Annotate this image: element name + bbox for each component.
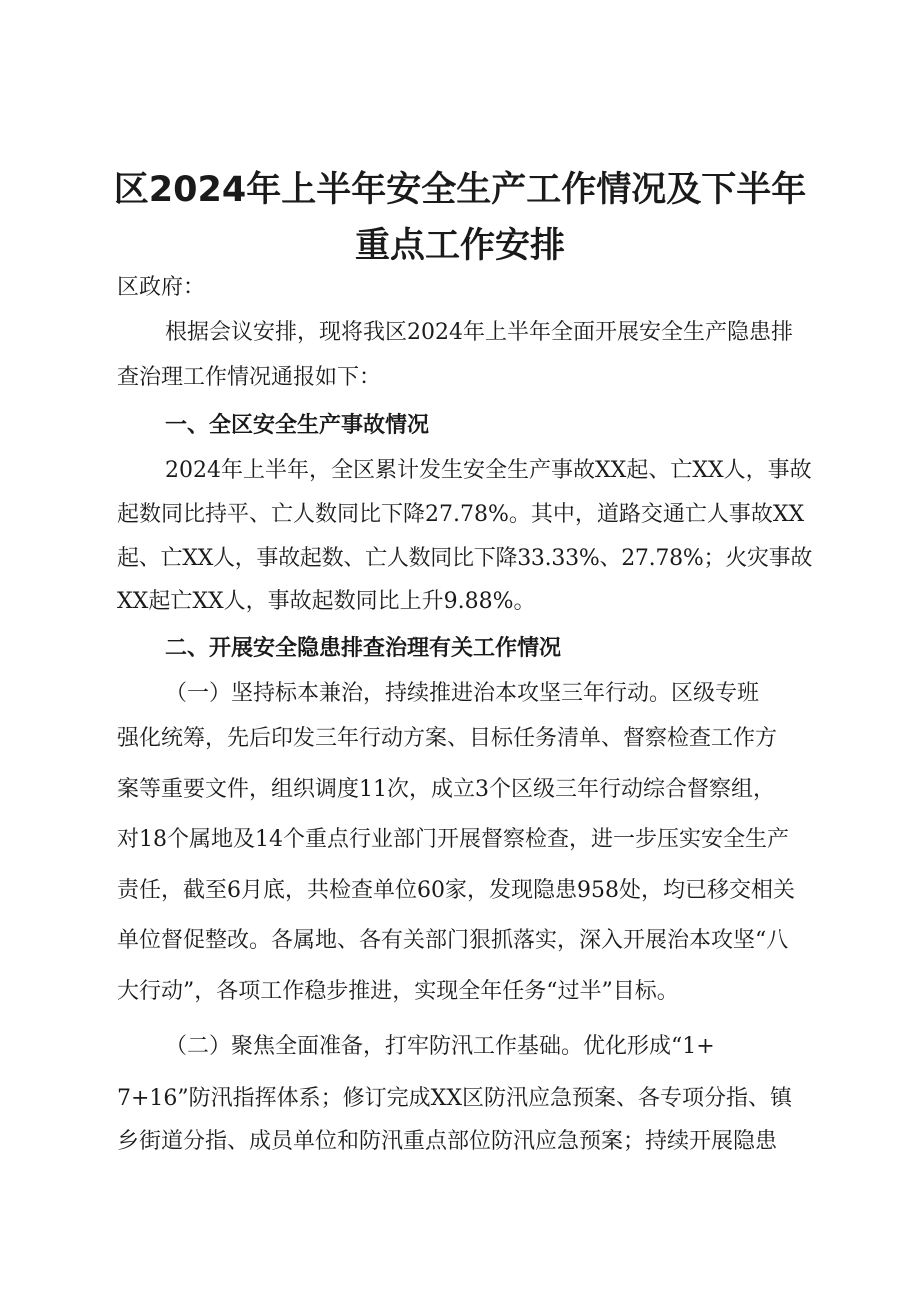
section-1-line-2: 起数同比持平、亡人数同比下降27.78%。其中，道路交通亡人事故XX (117, 502, 805, 527)
section-1-line-1: 2024年上半年，全区累计发生安全生产事故XX起、亡XX人，事故 (165, 458, 812, 483)
section-2-para-2-line-3: 乡街道分指、成员单位和防汛重点部位防汛应急预案；持续开展隐患 (117, 1129, 778, 1154)
section-2-para-1-line-5: 责任，截至6月底，共检查单位60家，发现隐患958处，均已移交相关 (117, 878, 795, 903)
intro-line-1: 根据会议安排，现将我区2024年上半年全面开展安全生产隐患排 (165, 320, 793, 345)
document-title-line-1: 区2024年上半年安全生产工作情况及下半年 (113, 170, 807, 210)
section-2-para-1-line-4: 对18个属地及14个重点行业部门开展督察检查，进一步压实安全生产 (117, 827, 789, 852)
section-2-para-1-line-7: 大行动”，各项工作稳步推进，实现全年任务“过半”目标。 (117, 979, 679, 1004)
section-2-para-2-line-1: （二）聚焦全面准备，打牢防汛工作基础。优化形成“1+ (165, 1034, 715, 1059)
section-2-para-2-line-2: 7+16”防汛指挥体系；修订完成XX区防汛应急预案、各专项分指、镇 (117, 1086, 792, 1111)
section-2-para-1-line-2: 强化统筹，先后印发三年行动方案、目标任务清单、督察检查工作方 (117, 726, 778, 751)
section-2-para-1-line-3: 案等重要文件，组织调度11次，成立3个区级三年行动综合督察组， (117, 777, 775, 802)
salutation: 区政府： (117, 275, 206, 300)
section-2-heading: 二、开展安全隐患排查治理有关工作情况 (165, 636, 562, 661)
section-1-line-3: 起、亡XX人，事故起数、亡人数同比下降33.33%、27.78%；火灾事故 (117, 546, 813, 571)
section-2-para-1-line-6: 单位督促整改。各属地、各有关部门狠抓落实，深入开展治本攻坚“八 (117, 928, 789, 953)
document-title-line-2: 重点工作安排 (354, 226, 565, 266)
section-1-heading: 一、全区安全生产事故情况 (165, 413, 430, 438)
section-1-line-4: XX起亡XX人，事故起数同比上升9.88%。 (117, 589, 536, 614)
section-2-para-1-line-1: （一）坚持标本兼治，持续推进治本攻坚三年行动。区级专班 (165, 681, 760, 706)
intro-line-2: 查治理工作情况通报如下： (117, 365, 382, 390)
